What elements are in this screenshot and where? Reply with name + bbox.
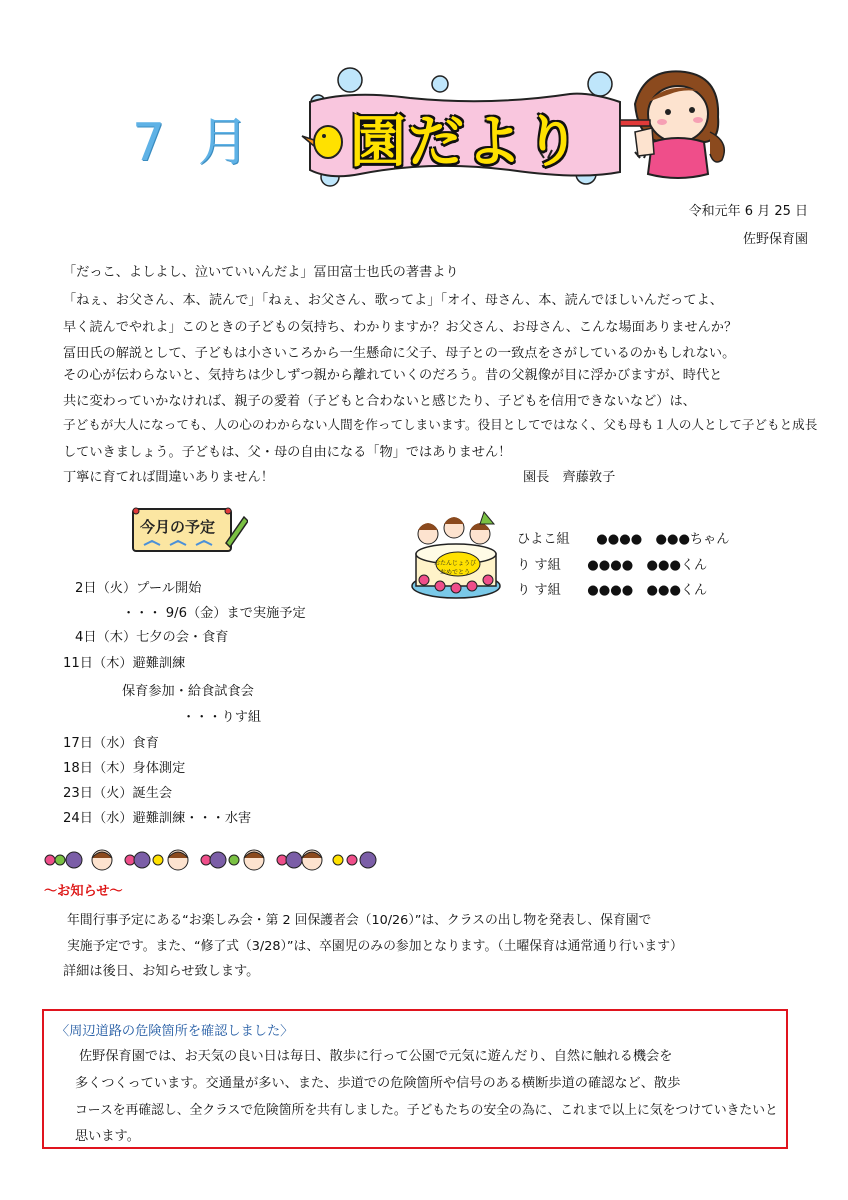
message-line: 「だっこ、よしよし、泣いていいんだよ」冨田富士也氏の著書より [63,265,459,280]
message-line: 丁寧に育てれば間違いありません！ [63,470,274,485]
message-line: 早く読んでやれよ」このときの子どもの気持ち、わかりますか？お父さん、お母さん、こんな場面ありませんか？ [63,320,738,335]
cake-message: おたんじょうび おめでとう [433,560,476,576]
message-line: 子どもが大人になっても、人の心のわからない人間を作ってしまいます。役目としてではなく、父も母も１人の人として子どもと成長 [63,417,818,432]
birthday-row: ひよこ組 ●●●● ●●●ちゃん [517,532,730,547]
message-line: していきましょう。子どもは、父・母の自由になる「物」ではありません！ [63,445,512,460]
message-line: 冨田氏の解説として、子どもは小さいころから一生懸命に父子、母子との一致点をさがしているのかもしれない。 [63,346,736,361]
road-safety-line: 佐野保育園では、お天気の良い日は毎日、散歩に行って公園で元気に遊んだり、自然に触れる機会を [79,1049,673,1064]
schedule-item: 保育参加・給食試食会 [122,684,254,699]
message-line: 共に変わっていかなければ、親子の愛着（子どもと合わないと感じたり、子どもを信用できないなど）は、 [63,394,696,409]
schedule-item: 11日（木）避難訓練 [63,656,186,671]
notice-line: 実施予定です。また、“修了式（3/28）”は、卒園児のみの参加となります。（土曜保育は通常通り行います） [67,939,683,954]
schedule-sign-text: 今月の予定 [140,518,216,536]
schedule-item: 18日（木）身体測定 [63,761,186,776]
schedule-item: 24日（水）避難訓練・・・水害 [63,811,252,826]
schedule-item: 23日（火）誕生会 [63,786,173,801]
schedule-item: 17日（水）食育 [63,736,159,751]
principal-signature: 園長 齊藤敦子 [523,470,616,485]
notice-title: ～お知らせ～ [44,884,123,899]
schedule-item: ・・・ 9/6（金）まで実施予定 [122,606,306,621]
birthday-cake-illustration [406,506,506,602]
road-safety-line: 多くつくっています。交通量が多い、また、歩道での危険箇所や信号のある横断歩道の確認など、散歩 [75,1076,681,1091]
schedule-item: 2日（火）プール開始 [75,581,202,596]
message-line: その心が伝わらないと、気持ちは少しずつ親から離れていくのだろう。昔の父親像が目に浮かびますが、時代と [63,368,723,383]
birthday-row: り す組 ●●●● ●●●くん [517,583,708,598]
decorative-divider [38,846,384,874]
schedule-item: 4日（木）七夕の会・食育 [75,630,229,645]
month-label: 7 月 [132,113,258,173]
notice-line: 詳細は後日、お知らせ致します。 [63,964,260,979]
road-safety-line: 思います。 [75,1129,140,1144]
road-safety-title: 〈周辺道路の危険箇所を確認しました〉 [56,1024,294,1039]
message-line: 「ねぇ、お父さん、本、読んで」「ねぇ、お父さん、歌ってよ」「オイ、母さん、本、読んでほしいんだってよ、 [63,293,723,308]
sender-name: 佐野保育園 [742,232,808,247]
birthday-row: り す組 ●●●● ●●●くん [517,558,708,573]
schedule-item: ・・・りす組 [182,710,262,725]
banner-title: 園だより [350,110,582,175]
road-safety-line: コースを再確認し、全クラスで危険箇所を共有しました。子どもたちの安全の為に、これまで以上に気をつけていきたいと [75,1103,778,1118]
notice-line: 年間行事予定にある“お楽しみ会・第 2 回保護者会（10/26）”は、クラスの出し物を発表し、保育園で [67,913,652,928]
issue-date: 令和元年 6 月 25 日 [688,204,808,219]
